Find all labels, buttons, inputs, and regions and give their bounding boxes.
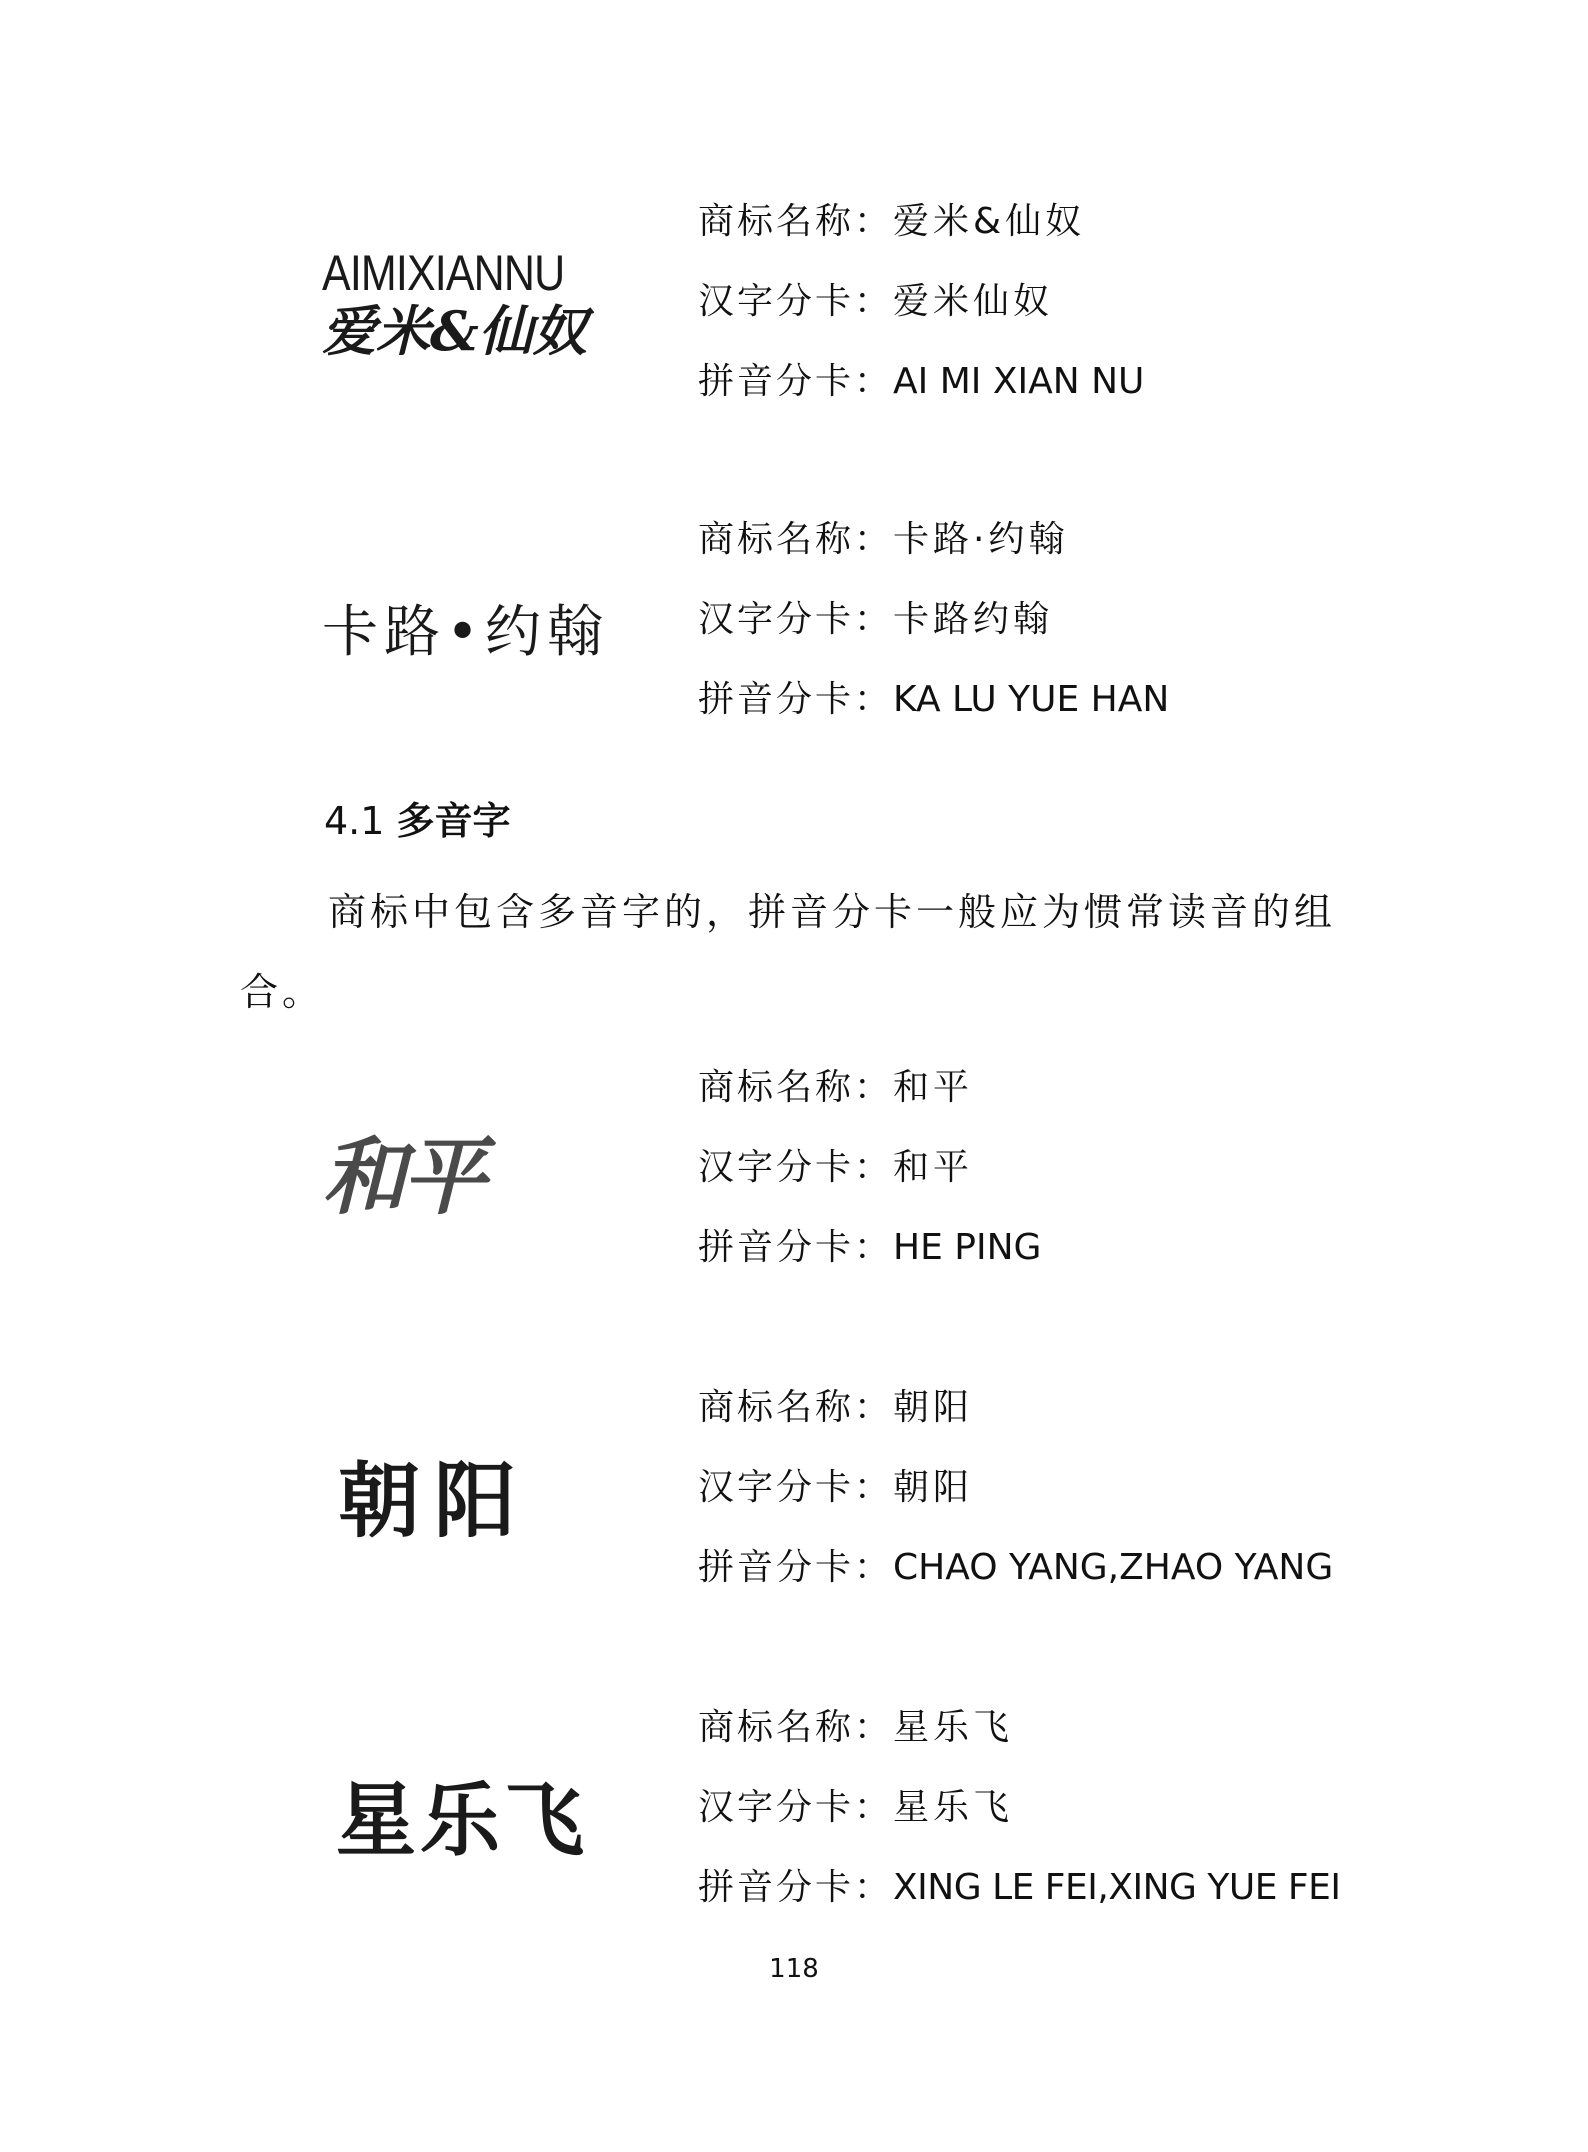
- pinyin-card-value: XING LE FEI,XING YUE FEI: [893, 1867, 1341, 1908]
- trademark-name-label: 商标名称：: [698, 1387, 894, 1428]
- trademark-name-row: [698, 1707, 1014, 1748]
- chinese-card-label: 汉字分卡：: [698, 281, 894, 322]
- chinese-card-label: 汉字分卡：: [698, 1147, 894, 1188]
- trademark-name-label: 商标名称：: [698, 1707, 894, 1748]
- pinyin-card-row: [698, 679, 1170, 720]
- chinese-card-value: 爱米仙奴: [893, 281, 1054, 322]
- pinyin-card-row: [698, 1227, 1042, 1268]
- body-paragraph: [240, 872, 1360, 1032]
- trademark-name-value: 星乐飞: [893, 1707, 1014, 1748]
- paragraph-text: 商标中包含多音字的，拼音分卡一般应为惯常读音的组合。: [240, 890, 1337, 1014]
- trademark-name-label: 商标名称：: [698, 519, 894, 560]
- pinyin-card-row: [698, 1867, 1341, 1908]
- pinyin-card-value: AI MI XIAN NU: [893, 361, 1145, 402]
- chinese-card-label: 汉字分卡：: [698, 1467, 894, 1508]
- trademark-logo-heping: 和平: [322, 1128, 483, 1226]
- chinese-card-label: 汉字分卡：: [698, 599, 894, 640]
- trademark-name-row: [698, 1387, 974, 1428]
- chinese-card-row: [698, 1787, 1014, 1828]
- trademark-name-value: 朝阳: [893, 1387, 974, 1428]
- pinyin-card-label: 拼音分卡：: [698, 1867, 894, 1908]
- chinese-card-value: 星乐飞: [893, 1787, 1014, 1828]
- pinyin-card-label: 拼音分卡：: [698, 361, 894, 402]
- logo-text-cn: 爱米&仙奴: [322, 299, 587, 363]
- pinyin-card-value: HE PING: [893, 1227, 1042, 1268]
- trademark-logo-chaoyang: 朝阳: [338, 1454, 531, 1549]
- trademark-name-row: [698, 1067, 974, 1108]
- pinyin-card-value: KA LU YUE HAN: [893, 679, 1170, 720]
- chinese-card-row: [698, 281, 1054, 322]
- pinyin-card-row: [698, 361, 1145, 402]
- page-number: 118: [769, 1954, 819, 1984]
- trademark-name-row: [698, 519, 1069, 560]
- trademark-name-value: 爱米&仙奴: [893, 201, 1086, 242]
- pinyin-card-label: 拼音分卡：: [698, 679, 894, 720]
- trademark-logo-aimixiannu: [322, 245, 604, 363]
- trademark-logo-kaluyuehan: 卡路•约翰: [322, 600, 610, 665]
- pinyin-card-row: [698, 1547, 1334, 1588]
- trademark-name-value: 卡路·约翰: [893, 519, 1069, 560]
- section-title: 多音字: [396, 799, 511, 843]
- chinese-card-row: [698, 1467, 974, 1508]
- chinese-card-row: [698, 599, 1054, 640]
- chinese-card-value: 朝阳: [893, 1467, 974, 1508]
- chinese-card-value: 卡路约翰: [893, 599, 1054, 640]
- pinyin-card-value: CHAO YANG,ZHAO YANG: [893, 1547, 1334, 1588]
- trademark-name-value: 和平: [893, 1067, 974, 1108]
- logo-text-en: AIMIXIANNU: [322, 245, 565, 301]
- trademark-name-row: [698, 201, 1086, 242]
- pinyin-card-label: 拼音分卡：: [698, 1227, 894, 1268]
- chinese-card-row: [698, 1147, 974, 1188]
- section-heading: [324, 790, 511, 845]
- pinyin-card-label: 拼音分卡：: [698, 1547, 894, 1588]
- trademark-name-label: 商标名称：: [698, 201, 894, 242]
- chinese-card-label: 汉字分卡：: [698, 1787, 894, 1828]
- section-number: 4.1: [324, 799, 385, 843]
- chinese-card-value: 和平: [893, 1147, 974, 1188]
- trademark-logo-xinglefei: 星乐飞: [336, 1773, 588, 1867]
- trademark-name-label: 商标名称：: [698, 1067, 894, 1108]
